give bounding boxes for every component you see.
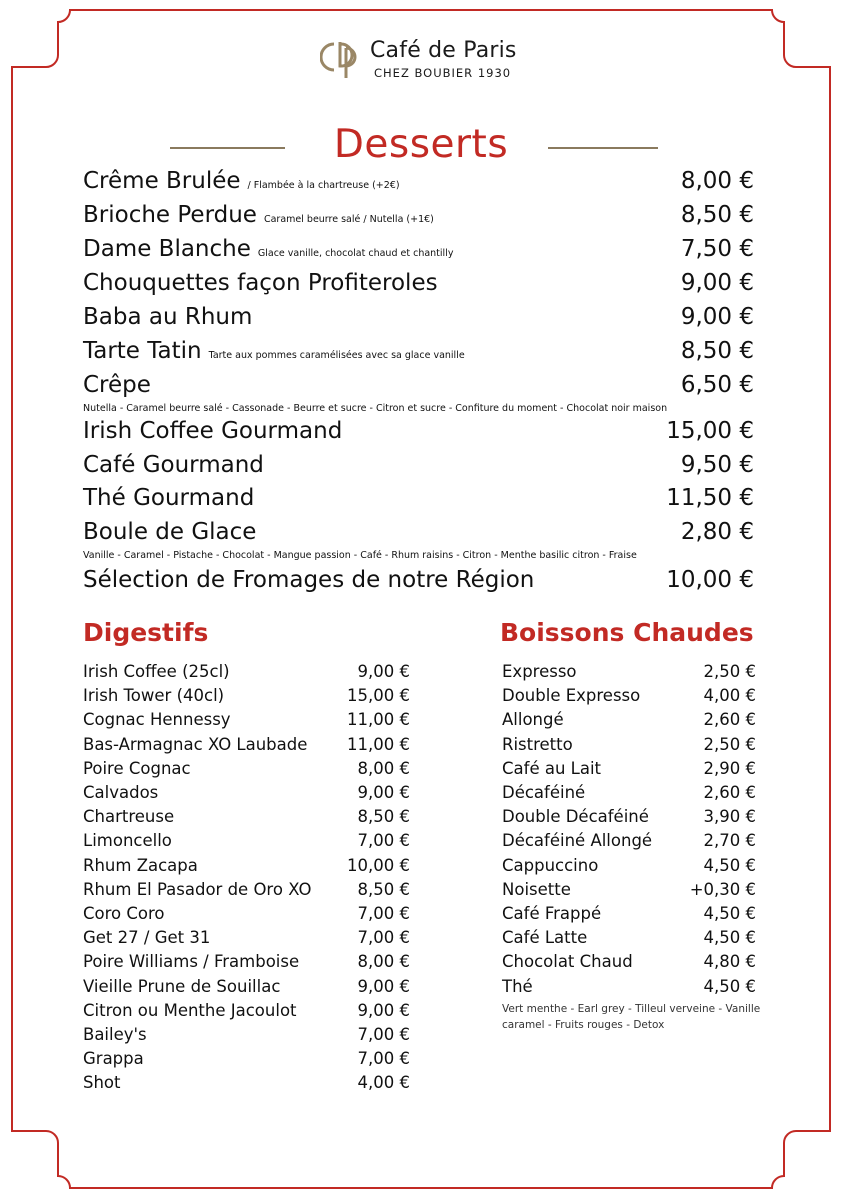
item-name: Café au Lait bbox=[502, 758, 602, 778]
dessert-name: Boule de Glace bbox=[83, 519, 257, 545]
item-price: 4,50 € bbox=[703, 855, 756, 875]
dessert-name: Café Gourmand bbox=[83, 452, 264, 478]
item-name: Shot bbox=[83, 1073, 121, 1093]
item-price: 9,00 € bbox=[357, 662, 410, 681]
item-name: Cognac Hennessy bbox=[83, 710, 231, 730]
dessert-name: Baba au Rhum bbox=[83, 304, 253, 330]
dessert-name: Thé Gourmand bbox=[83, 485, 255, 511]
menu-row bbox=[502, 735, 756, 754]
item-price: 4,00 € bbox=[357, 1073, 410, 1093]
item-name: Chocolat Chaud bbox=[502, 952, 633, 972]
item-name: Poire Williams / Framboise bbox=[83, 952, 300, 972]
item-price: 7,00 € bbox=[357, 904, 410, 923]
brand-logo bbox=[320, 38, 517, 84]
item-name: Décaféiné bbox=[502, 783, 586, 802]
item-name: Thé bbox=[502, 976, 533, 996]
item-price: 2,60 € bbox=[703, 710, 756, 730]
item-price: 2,90 € bbox=[703, 758, 756, 778]
dessert-price: 6,50 € bbox=[680, 372, 754, 398]
dessert-price: 9,00 € bbox=[680, 270, 754, 296]
item-name: Limoncello bbox=[83, 831, 172, 851]
menu-row bbox=[83, 952, 410, 971]
item-name: Double Expresso bbox=[502, 686, 641, 706]
item-name: Coro Coro bbox=[83, 904, 165, 923]
item-name: Irish Tower (40cl) bbox=[83, 686, 225, 706]
menu-row bbox=[83, 831, 410, 850]
item-name: Rhum Zacapa bbox=[83, 855, 198, 875]
menu-row bbox=[83, 904, 410, 923]
dessert-row bbox=[83, 202, 754, 228]
dessert-options-note: Nutella - Caramel beurre salé - Cassonade - Beurre et sucre - Citron et sucre - Confiture du moment - Chocolat noir maison bbox=[83, 403, 668, 414]
item-name: Allongé bbox=[502, 710, 564, 730]
item-name: Rhum El Pasador de Oro XO bbox=[83, 879, 312, 899]
dessert-row bbox=[83, 452, 754, 478]
item-price: 8,00 € bbox=[357, 952, 410, 972]
dessert-price: 9,00 € bbox=[680, 304, 754, 330]
dessert-name: Crêpe bbox=[83, 372, 151, 398]
dessert-row bbox=[83, 270, 754, 296]
menu-row bbox=[502, 662, 756, 681]
item-name: Décaféiné Allongé bbox=[502, 831, 653, 851]
dessert-price: 8,50 € bbox=[680, 338, 754, 364]
dessert-name: Tarte Tatin bbox=[83, 338, 202, 364]
dessert-name: Dame Blanche bbox=[83, 236, 251, 262]
menu-row bbox=[83, 686, 410, 705]
dessert-price: 7,50 € bbox=[680, 236, 754, 262]
menu-row bbox=[83, 1025, 410, 1044]
menu-row bbox=[502, 759, 756, 778]
menu-row bbox=[502, 880, 756, 899]
dessert-price: 9,50 € bbox=[680, 452, 754, 478]
dessert-name: Sélection de Fromages de notre Région bbox=[83, 567, 535, 593]
item-price: 2,50 € bbox=[703, 662, 756, 681]
dessert-row bbox=[83, 567, 754, 593]
menu-row bbox=[502, 686, 756, 705]
item-name: Café Frappé bbox=[502, 904, 602, 923]
dessert-price: 11,50 € bbox=[666, 485, 754, 511]
item-price: 11,00 € bbox=[347, 710, 410, 730]
menu-row bbox=[83, 759, 410, 778]
dessert-note: / Flambée à la chartreuse (+2€) bbox=[247, 180, 400, 191]
item-name: Cappuccino bbox=[502, 855, 599, 875]
item-price: 2,50 € bbox=[703, 734, 756, 754]
item-name: Vieille Prune de Souillac bbox=[83, 976, 281, 996]
item-price: 4,50 € bbox=[703, 928, 756, 948]
item-price: 7,00 € bbox=[357, 831, 410, 851]
dessert-row bbox=[83, 418, 754, 444]
desserts-title: Desserts bbox=[333, 122, 509, 167]
menu-row bbox=[502, 977, 756, 996]
dessert-price: 8,50 € bbox=[680, 202, 754, 228]
dessert-note: Tarte aux pommes caramélisées avec sa glace vanille bbox=[208, 350, 465, 361]
tea-flavours-note: Vert menthe - Earl grey - Tilleul verveine - Vanille caramel - Fruits rouges - Detox bbox=[502, 1003, 761, 1031]
dessert-row bbox=[83, 304, 754, 330]
item-name: Irish Coffee (25cl) bbox=[83, 662, 230, 681]
menu-row bbox=[502, 807, 756, 826]
item-name: Get 27 / Get 31 bbox=[83, 928, 211, 948]
item-price: 15,00 € bbox=[347, 686, 410, 706]
item-name: Calvados bbox=[83, 783, 159, 802]
menu-row bbox=[502, 710, 756, 729]
item-name: Expresso bbox=[502, 662, 577, 681]
item-price: 7,00 € bbox=[357, 1049, 410, 1069]
dessert-row bbox=[83, 168, 754, 194]
menu-row bbox=[83, 710, 410, 729]
menu-row bbox=[83, 807, 410, 826]
dessert-row bbox=[83, 372, 754, 398]
item-name: Café Latte bbox=[502, 928, 588, 948]
menu-row bbox=[502, 928, 756, 947]
menu-row bbox=[83, 735, 410, 754]
menu-row bbox=[83, 662, 410, 681]
item-name: Citron ou Menthe Jacoulot bbox=[83, 1000, 297, 1020]
dessert-price: 8,00 € bbox=[680, 168, 754, 194]
item-price: 9,00 € bbox=[357, 976, 410, 996]
dessert-row bbox=[83, 519, 754, 545]
item-price: 2,60 € bbox=[703, 783, 756, 802]
item-name: Chartreuse bbox=[83, 807, 175, 827]
dessert-name: Irish Coffee Gourmand bbox=[83, 418, 343, 444]
brand-tagline: CHEZ BOUBIER 1930 bbox=[374, 66, 512, 80]
menu-row bbox=[83, 928, 410, 947]
menu-row bbox=[502, 952, 756, 971]
menu-row bbox=[83, 880, 410, 899]
cdp-monogram-icon bbox=[320, 38, 366, 84]
item-name: Noisette bbox=[502, 879, 571, 899]
item-price: 8,50 € bbox=[357, 879, 410, 899]
dessert-row bbox=[83, 485, 754, 511]
dessert-name: Brioche Perdue bbox=[83, 202, 257, 228]
item-name: Ristretto bbox=[502, 734, 573, 754]
item-price: 8,00 € bbox=[357, 758, 410, 778]
item-price: 11,00 € bbox=[347, 734, 410, 754]
dessert-note: Glace vanille, chocolat chaud et chantilly bbox=[257, 248, 454, 259]
menu-row bbox=[502, 904, 756, 923]
menu-row bbox=[502, 856, 756, 875]
item-price: 9,00 € bbox=[357, 783, 410, 802]
dessert-options-note: Vanille - Caramel - Pistache - Chocolat - Mangue passion - Café - Rhum raisins - Citron - Menthe basilic citron - Fraise bbox=[83, 550, 637, 561]
menu-row bbox=[83, 1073, 410, 1092]
dessert-row bbox=[83, 236, 754, 262]
menu-row bbox=[83, 856, 410, 875]
dessert-price: 2,80 € bbox=[680, 519, 754, 545]
item-price: 4,00 € bbox=[703, 686, 756, 706]
item-price: 8,50 € bbox=[357, 807, 410, 827]
dessert-price: 15,00 € bbox=[666, 418, 754, 444]
item-price: 7,00 € bbox=[357, 928, 410, 948]
item-name: Poire Cognac bbox=[83, 758, 191, 778]
item-price: 10,00 € bbox=[347, 855, 410, 875]
item-price: 9,00 € bbox=[357, 1000, 410, 1020]
item-name: Bailey's bbox=[83, 1025, 147, 1044]
dessert-name: Crême Brulée bbox=[83, 168, 241, 194]
menu-row bbox=[83, 783, 410, 802]
digestifs-title: Digestifs bbox=[83, 618, 209, 647]
hot-drinks-title: Boissons Chaudes bbox=[500, 618, 754, 647]
menu-row bbox=[83, 1001, 410, 1020]
menu-row bbox=[83, 1049, 410, 1068]
dessert-price: 10,00 € bbox=[666, 567, 754, 593]
item-price: 4,50 € bbox=[703, 904, 756, 923]
menu-row bbox=[502, 831, 756, 850]
dessert-note: Caramel beurre salé / Nutella (+1€) bbox=[263, 214, 434, 225]
item-name: Bas-Armagnac XO Laubade bbox=[83, 734, 308, 754]
item-price: 4,80 € bbox=[703, 952, 756, 972]
item-name: Double Décaféiné bbox=[502, 807, 649, 827]
dessert-row bbox=[83, 338, 754, 364]
item-price: 7,00 € bbox=[357, 1025, 410, 1044]
brand-name: Café de Paris bbox=[370, 38, 517, 63]
item-price: +0,30 € bbox=[689, 879, 756, 899]
item-name: Grappa bbox=[83, 1049, 144, 1069]
menu-row bbox=[502, 783, 756, 802]
item-price: 2,70 € bbox=[703, 831, 756, 851]
item-price: 3,90 € bbox=[703, 807, 756, 827]
item-price: 4,50 € bbox=[703, 976, 756, 996]
dessert-name: Chouquettes façon Profiteroles bbox=[83, 270, 438, 296]
menu-row bbox=[83, 977, 410, 996]
